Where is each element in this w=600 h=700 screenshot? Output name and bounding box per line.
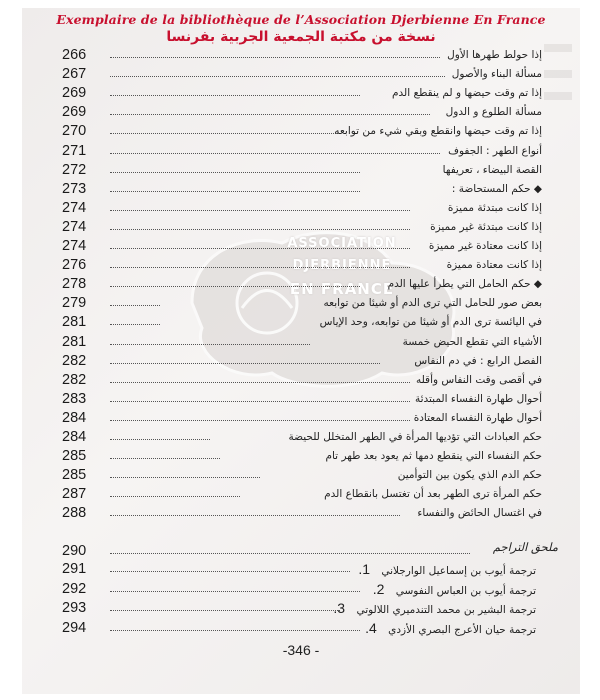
toc-page-number: 279 (62, 295, 87, 312)
toc-entry-title: إذا حولط طهرها الأول (447, 49, 542, 61)
appendix-entry[interactable] (62, 599, 542, 617)
toc-entry-title: الفصل الرابع : في دم النفاس (414, 354, 542, 367)
toc-page-number: 271 (62, 142, 87, 159)
toc-page-number: 276 (62, 257, 87, 274)
dot-leader (110, 191, 360, 192)
toc-entry-title: مسألة الطلوع و الدول (445, 106, 542, 119)
dot-leader (110, 363, 380, 364)
toc-entry-title: القصة البيضاء ، تعريفها (442, 163, 542, 176)
toc-page-number: 269 (62, 85, 87, 102)
appendix-header-row[interactable] (62, 542, 542, 560)
dot-leader (110, 382, 410, 383)
scanned-page (22, 8, 580, 694)
toc-page-number: 285 (62, 448, 87, 465)
dot-leader (110, 286, 360, 287)
toc-entry[interactable] (62, 485, 542, 503)
dot-leader (110, 153, 440, 154)
appendix-entry-title (373, 580, 536, 600)
dot-leader (110, 229, 410, 230)
dot-leader (110, 172, 360, 173)
toc-entry[interactable] (62, 504, 542, 522)
appendix-entry[interactable] (62, 580, 542, 598)
toc-page-number: 282 (62, 371, 87, 388)
dot-leader (110, 133, 340, 134)
toc-page-number: 278 (62, 276, 87, 293)
toc-entry[interactable] (62, 103, 542, 121)
appendix-title: ملحق التراجم (492, 540, 558, 554)
toc-page-number: 284 (62, 429, 87, 445)
toc-page-number: 287 (62, 486, 87, 503)
toc-entry[interactable] (62, 371, 542, 389)
toc-page-number: 269 (62, 104, 87, 121)
toc-entry-title: في اليائسة ترى الدم أو شيئا من توابعه، وحد الإياس (319, 316, 542, 329)
toc-entry-title: بعض صور للحامل التي ترى الدم أو شيئا من توابعه (323, 297, 542, 310)
toc-entry[interactable] (62, 390, 542, 408)
toc-entry[interactable] (62, 447, 542, 465)
toc-page-number: 282 (62, 352, 87, 369)
bleed-through-mark (544, 70, 572, 78)
watermark-text-line2: DJERBIENNE (292, 258, 392, 273)
appendix-entry-text: ترجمة حيان الأعرج البصري الأزدي (388, 623, 536, 636)
toc-entry-title: أحوال طهارة النفساء المعتادة (413, 411, 542, 424)
toc-entry-title: حكم الدم الذي يكون بين التوأمين (397, 469, 542, 482)
watermark-text-line3: EN FRANCE (289, 280, 395, 298)
dot-leader (110, 610, 340, 611)
toc-entry[interactable] (62, 237, 542, 255)
dot-leader (110, 114, 430, 115)
appendix-entry-title (358, 560, 536, 580)
toc-entry-title: إذا تم وقت حيضها وانقطع وبقي شيء من توابعه (334, 125, 542, 138)
toc-entry-title: حكم المرأة ترى الطهر بعد أن تغتسل بانقطاع الدم (324, 488, 542, 501)
dot-leader (110, 210, 410, 211)
toc-entry[interactable] (62, 466, 542, 484)
toc-entry[interactable] (62, 294, 542, 312)
appendix-entry-index: 2. (372, 580, 385, 597)
dot-leader (110, 458, 220, 459)
bleed-through-mark (544, 44, 572, 52)
toc-entry[interactable] (62, 46, 542, 64)
toc-entry-title: أنواع الطهر : الجفوف (448, 144, 542, 157)
toc-entry[interactable] (62, 65, 542, 83)
toc-entry-title: ◆ حكم الحامل التي يطرأ عليها الدم (387, 278, 542, 291)
toc-page-number: 274 (62, 218, 87, 235)
toc-entry-title: إذا كانت مبتدئة غير مميزة (430, 220, 542, 233)
toc-entry-title: حكم العبادات التي تؤديها المرأة في الطهر المتخلل للحيضة (288, 431, 542, 443)
toc-page-number: 281 (62, 333, 87, 350)
dot-leader (110, 496, 240, 497)
appendix-page-number: 292 (62, 580, 87, 597)
appendix-entry-text: ترجمة أيوب بن العباس النفوسي (395, 584, 536, 597)
toc-entry[interactable] (62, 199, 542, 217)
toc-page-number: 281 (62, 314, 87, 331)
toc-entry[interactable] (62, 275, 542, 293)
appendix-entry-text: ترجمة البشير بن محمد التندميري اللالوتي (356, 604, 536, 616)
toc-entry-title: في اغتسال الحائض والنفساء (417, 507, 542, 520)
appendix-entry-title (333, 599, 536, 619)
toc-entry[interactable] (62, 122, 542, 140)
appendix-entry-text: ترجمة أيوب بن إسماعيل الوارجلاني (381, 565, 536, 577)
toc-entry[interactable] (62, 142, 542, 160)
dot-leader (110, 248, 410, 249)
toc-page-number: 284 (62, 409, 87, 426)
toc-entry[interactable] (62, 352, 542, 370)
appendix-page-number: 294 (62, 619, 87, 636)
toc-entry[interactable] (62, 84, 542, 102)
appendix-page-number: 293 (62, 600, 87, 616)
dot-leader (110, 591, 360, 592)
toc-entry[interactable] (62, 161, 542, 179)
toc-entry[interactable] (62, 333, 542, 351)
toc-entry-title: أحوال طهارة النفساء المبتدئة (414, 392, 542, 405)
bleed-through-mark (544, 92, 572, 100)
dot-leader (110, 305, 160, 306)
dot-leader (110, 515, 400, 516)
toc-page-number: 267 (62, 66, 87, 83)
toc-page-number: 274 (62, 238, 87, 254)
appendix-title-page: 290 (62, 543, 87, 559)
toc-page-number: 270 (62, 123, 87, 140)
toc-page-number: 266 (62, 47, 87, 63)
toc-entry-title: الأشياء التي تقطع الحيض خمسة (402, 335, 542, 348)
dot-leader (110, 57, 440, 58)
appendix-entry-index: 4. (365, 619, 377, 636)
toc-entry-title: مسألة البناء والأصول (451, 68, 542, 81)
toc-entry[interactable] (62, 218, 542, 236)
toc-entry-title: في أقصى وقت النفاس وأقله (415, 373, 542, 386)
dot-leader (110, 477, 260, 478)
dot-leader (110, 76, 445, 77)
toc-entry-title: إذا كانت معتادة غير مميزة (428, 240, 542, 252)
appendix-entry[interactable] (62, 619, 542, 637)
toc-entry[interactable] (62, 313, 542, 331)
toc-entry-title: حكم النفساء التي ينقطع دمها ثم يعود بعد طهر تام (325, 450, 542, 463)
toc-page-number: 273 (62, 180, 87, 197)
dot-leader (110, 571, 350, 572)
toc-entry-title: إذا كانت مبتدئة مميزة (447, 201, 542, 214)
dot-leader (110, 401, 410, 402)
dot-leader (110, 324, 160, 325)
toc-page-number: 274 (62, 199, 87, 216)
toc-entry[interactable] (62, 428, 542, 446)
appendix-page-number: 291 (62, 561, 87, 577)
dot-leader (110, 420, 410, 421)
page-number: -346 - (282, 642, 320, 658)
dot-leader (110, 630, 360, 631)
appendix-entry-index: 1. (358, 561, 370, 577)
toc-entry[interactable] (62, 256, 542, 274)
toc-entry-title: ◆ حكم المستحاضة : (451, 182, 542, 195)
toc-entry[interactable] (62, 409, 542, 427)
dot-leader (110, 95, 360, 96)
toc-entry[interactable] (62, 180, 542, 198)
toc-entry-title: إذا كانت معتادة مميزة (446, 259, 542, 272)
library-stamp-arabic: نسخة من مكتبة الجمعية الجربية بفرنسا (166, 29, 436, 45)
toc-page-number: 283 (62, 390, 87, 407)
library-stamp-french: Exemplaire de la bibliothèque de l’Association Djerbienne En France (56, 12, 546, 27)
appendix-entry[interactable] (62, 560, 542, 578)
appendix-entry-title (365, 619, 536, 639)
dot-leader (110, 344, 310, 345)
toc-page-number: 285 (62, 467, 87, 484)
appendix-entry-index: 3. (333, 600, 346, 616)
toc-page-number: 288 (62, 505, 87, 522)
watermark-text-line1: ASSOCIATION (287, 236, 397, 251)
dot-leader (110, 553, 470, 554)
toc-entry-title: إذا تم وقت حيضها و لم ينقطع الدم (392, 87, 542, 100)
dot-leader (110, 267, 410, 268)
toc-page-number: 272 (62, 161, 87, 178)
dot-leader (110, 439, 210, 440)
